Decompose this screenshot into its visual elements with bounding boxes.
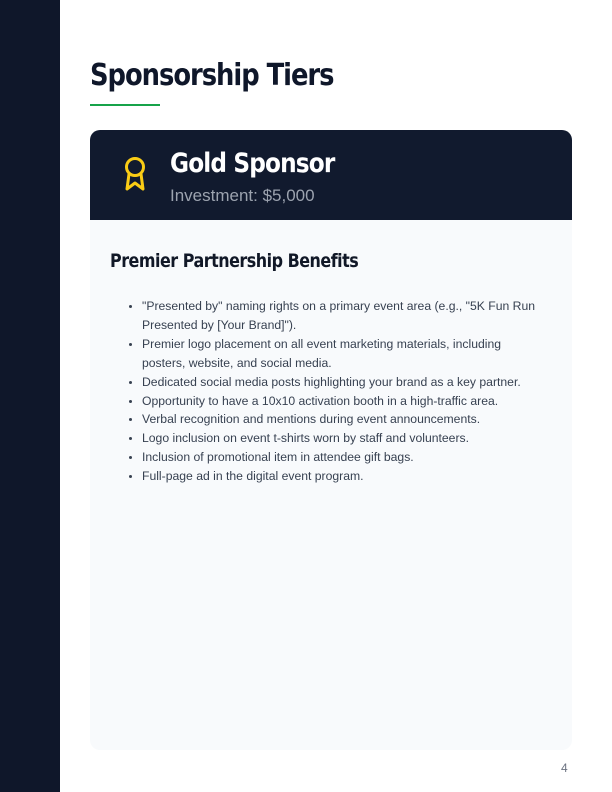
benefit-item: • Logo inclusion on event t-shirts worn by staff and volunteers. bbox=[142, 429, 542, 448]
tier-card-header bbox=[90, 130, 572, 220]
tier-name: Gold Sponsor bbox=[170, 148, 335, 179]
tier-investment: Investment: $5,000 bbox=[170, 186, 315, 205]
benefit-item: • Premier logo placement on all event marketing materials, including posters, website, and social media. bbox=[142, 335, 542, 373]
award-ribbon-icon bbox=[120, 156, 150, 196]
benefit-item: • Dedicated social media posts highlighting your brand as a key partner. bbox=[142, 373, 542, 392]
page-title: Sponsorship Tiers bbox=[90, 58, 334, 93]
benefits-heading: Premier Partnership Benefits bbox=[110, 250, 359, 272]
benefits-list bbox=[142, 297, 542, 486]
title-underline bbox=[90, 104, 160, 106]
benefit-item: • Verbal recognition and mentions during event announcements. bbox=[142, 410, 542, 429]
tier-card bbox=[90, 130, 572, 750]
benefit-item: • "Presented by" naming rights on a primary event area (e.g., "5K Fun Run Presented by [Your Brand]"). bbox=[142, 297, 542, 335]
sidebar-band bbox=[0, 0, 60, 792]
benefit-item: • Inclusion of promotional item in attendee gift bags. bbox=[142, 448, 542, 467]
benefit-item: • Opportunity to have a 10x10 activation booth in a high-traffic area. bbox=[142, 392, 542, 411]
page-number: 4 bbox=[561, 761, 568, 775]
benefit-item: • Full-page ad in the digital event program. bbox=[142, 467, 542, 486]
